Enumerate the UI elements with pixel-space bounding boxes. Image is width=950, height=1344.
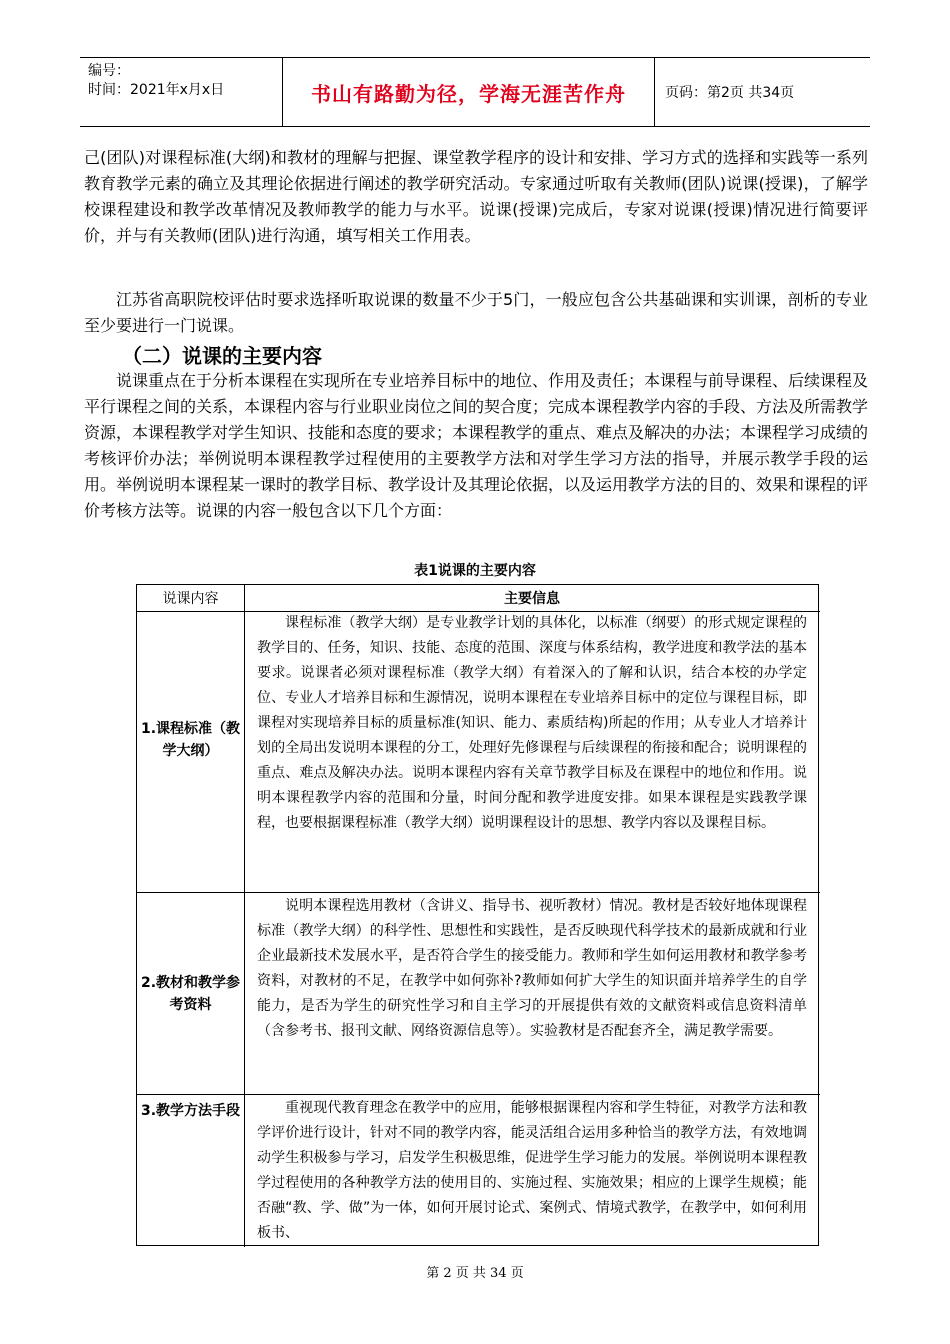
- header-motto: 书山有路勤为径，学海无涯苦作舟: [311, 81, 626, 106]
- body-paragraph: 说课重点在于分析本课程在实现所在专业培养目标中的地位、作用及责任；本课程与前导课程、后续课程及平行课程之间的关系，本课程内容与行业职业岗位之间的契合度；完成本课程教学内容的手段、方法及所需教学资源，本课程教学对学生知识、技能和态度的要求；本课程教学的重点、难点及解决的办法；本课程学习成绩的考核评价办法；举例说明本课程教学过程使用的主要教学方法和对学生学习方法的指导，并展示教学手段的运用。举例说明本课程某一课时的教学目标、教学设计及其理论依据，以及运用教学方法的目的、效果和课程的评价考核方法等。说课的内容一般包含以下几个方面：: [84, 371, 869, 520]
- table-header-info: 主要信息: [504, 591, 560, 607]
- content-table: [136, 584, 819, 1246]
- body-paragraph: 己(团队)对课程标准(大纲)和教材的理解与把握、课堂教学程序的设计和安排、学习方式的选择和实践等一系列教育教学元素的确立及其理论依据进行阐述的教学研究活动。专家通过听取有关教师(团队)说课(授课)，了解学校课程建设和教学改革情况及教师教学的能力与水平。说课(授课)完成后，专家对说课(授课)情况进行简要评价，并与有关教师(团队)进行沟通，填写相关工作用表。: [84, 148, 868, 245]
- table-column-divider: [244, 585, 245, 1247]
- body-paragraph: 江苏省高职院校评估时要求选择听取说课的数量不少于5门，一般应包含公共基础课和实训课，剖析的专业至少要进行一门说课。: [84, 290, 868, 335]
- table-header-content: 说课内容: [162, 591, 219, 607]
- header-divider: [654, 58, 655, 126]
- page-header: [80, 57, 870, 127]
- table-row-divider: [137, 892, 820, 893]
- header-page-info: 页码：第2页 共34页: [665, 85, 795, 101]
- section-heading: （二）说课的主要内容: [122, 344, 322, 368]
- header-time-label: 时间：2021年x月x日: [88, 82, 225, 98]
- table-row-text: 课程标准（教学大纲）是专业教学计划的具体化，以标准（纲要）的形式规定课程的教学目的、任务，知识、技能、态度的范围、深度与体系结构，教学进度和教学法的基本要求。说课者必须对课程标准（教学大纲）有着深入的了解和认识，结合本校的办学定位、专业人才培养目标和生源情况，说明本课程在专业培养目标中的定位与课程目标，即课程对实现培养目标的质量标准(知识、能力、素质结构)所起的作用；从专业人才培养计划的全局出发说明本课程的分工，处理好先修课程与后续课程的衔接和配合；说明课程的重点、难点及解决办法。说明本课程内容有关章节教学目标及在课程中的地位和作用。说明本课程教学内容的范围和分量，时间分配和教学进度安排。如果本课程是实践教学课程，也要根据课程标准（教学大纲）说明课程设计的思想、教学内容以及课程目标。: [257, 615, 807, 831]
- table-row-label: 3.教学方法手段: [140, 1103, 241, 1119]
- table-row-text: 重视现代教育理念在教学中的应用，能够根据课程内容和学生特征，对教学方法和教学评价进行设计，针对不同的教学内容，能灵活组合运用多种恰当的教学方法，有效地调动学生积极参与学习，启发学生积极思维，促进学生学习能力的发展。举例说明本课程教学过程使用的各种教学方法的使用目的、实施过程、实施效果；相应的上课学生规模；能否融“教、学、做”为一体，如何开展讨论式、案例式、情境式教学，在教学中，如何利用板书、: [257, 1100, 807, 1241]
- header-code-label: 编号：: [88, 63, 130, 79]
- table-caption: 表1说课的主要内容: [414, 563, 536, 579]
- table-row-label: 1.课程标准（教学大纲）: [140, 721, 241, 759]
- table-row-text: 说明本课程选用教材（含讲义、指导书、视听教材）情况。教材是否较好地体现课程标准（教学大纲）的科学性、思想性和实践性，是否反映现代科学技术的最新成就和行业企业最新技术发展水平，是否符合学生的接受能力。教师和学生如何运用教材和教学参考资料，对教材的不足，在教学中如何弥补?教师如何扩大学生的知识面并培养学生的自学能力，是否为学生的研究性学习和自主学习的开展提供有效的文献资料或信息资料清单（含参考书、报刊文献、网络资源信息等）。实验教材是否配套齐全，满足教学需要。: [257, 898, 807, 1039]
- table-row-divider: [137, 1094, 820, 1095]
- table-row-label: 2.教材和教学参考资料: [140, 975, 241, 1013]
- page-footer: 第 2 页 共 34 页: [426, 1266, 524, 1281]
- header-meta: [88, 62, 288, 100]
